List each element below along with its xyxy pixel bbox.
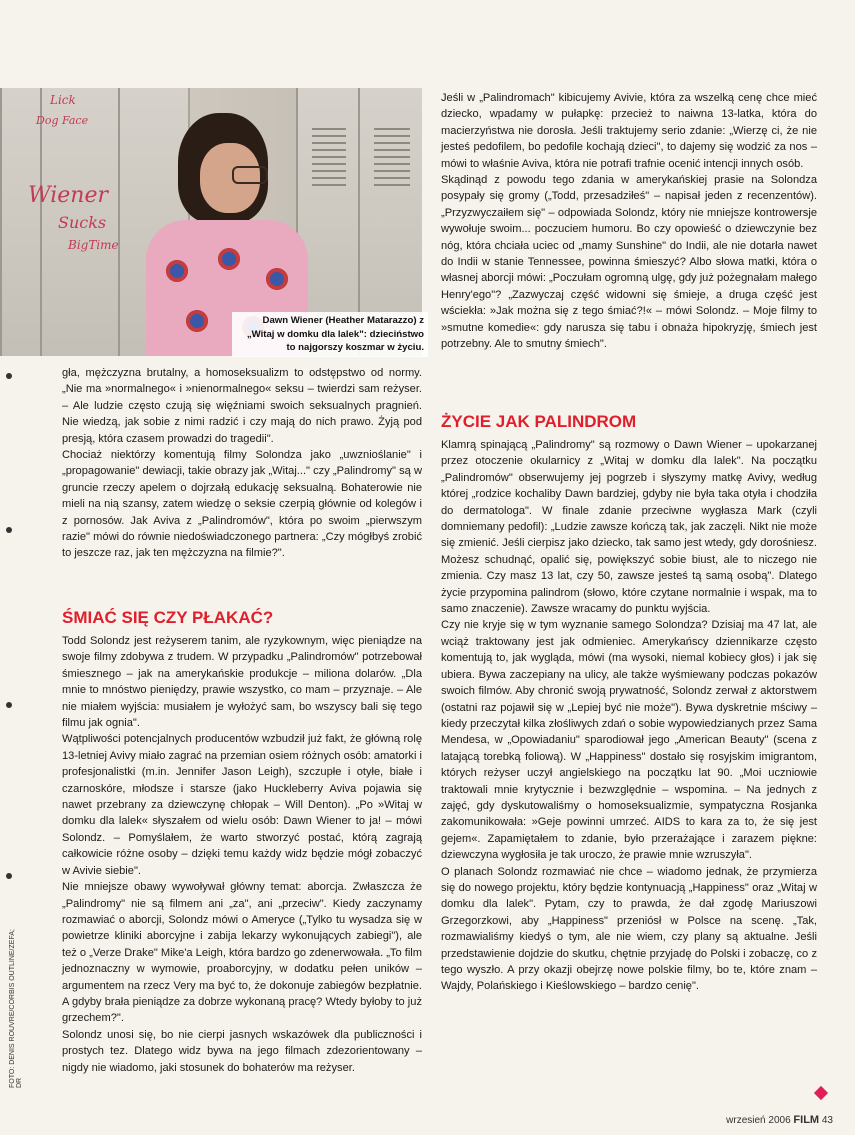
page-number: 43 bbox=[821, 1115, 833, 1126]
left-column-section bbox=[62, 608, 422, 1076]
right-column-section bbox=[441, 412, 817, 995]
magazine-name: FILM bbox=[793, 1114, 820, 1126]
paragraph: Solondz unosi się, bo nie cierpi jasnych wskazówek dla publiczności i prostych tez. Dlatego widz bywa na jego filmach zdezorientowany – nigdy nie wiadomo, jaki stosunek do bohaterów ma reżyser. bbox=[62, 1028, 422, 1074]
paragraph: O planach Solondz rozmawiać nie chce – wiadomo jednak, że przymierza się do nowego projektu, który będzie kontynuacją „Happiness" oraz „Witaj w domku dla lalek". Pytam, czy to prawda, że dał zgodę Mariuszowi Grzegorzkowi, aby „Happiness" przeniósł w Polsce na scenę. „Tak, rozmawialiśmy kiedyś o tym, ale nie wiem, czy plany są aktualne. Jeśli przedstawienie dojdzie do skutku, chętnie przyjadę do Polski i zobaczę, co z tego wyszło. A przy okazji obejrzę nowe polskie filmy, bo te, które znam – Wajdy, Polańskiego i Kieślowskiego – bardzo cenię". bbox=[441, 865, 817, 993]
photo-credit: FOTO: DENIS ROUVRE/CORBIS OUTLINE/ZEFA; DR bbox=[9, 929, 23, 1088]
photo-caption: Dawn Wiener (Heather Matarazzo) z „Witaj w domku dla lalek": dzieciństwo to najgorszy koszmar w życiu. bbox=[232, 312, 428, 357]
binder-hole bbox=[6, 873, 12, 879]
glasses bbox=[232, 166, 268, 184]
issue-date: wrzesień 2006 bbox=[726, 1115, 791, 1126]
binder-hole bbox=[6, 373, 12, 379]
graffiti: Lick bbox=[50, 93, 76, 107]
paragraph: Nie mniejsze obawy wywoływał główny temat: aborcja. Zwłaszcza że „Palindromy" nie są filmem ani „za", ani „przeciw". Kiedy zaczynamy rozmawiać o aborcji, Solondz mówi o Ameryce („Tylko tu wysadza się w powietrze kliniki aborcyjne i zabija lekarzy wykonujących zabiegi"), ale też o „Verze Drake" Mike'a Leigh, która bardzo go zdenerwowała. „To film jednoznaczny w wymowie, proaborcyjny, w dodatku pełen uników – argumentem na rzecz Very ma być to, że dokonuje zabiegów bezpłatnie. A gdyby brała pieniądze za dobrze wykonaną pracę? Wtedy byłoby to już grzechem?". bbox=[62, 881, 422, 1025]
paragraph: Skądinąd z powodu tego zdania w amerykańskiej prasie na Solondza posypały się gromy („Todd, przesadziłeś" – napisał jeden z recenzentów). „Przyzwyczaiłem się" – odpowiada Solondz, który nie mniejsze kontrowersje wywołuje swoim... poczuciem humoru. Bo czy opowieść o dziewczynie bez nóg, która chciała uciec od „mamy Sunshine" do Indii, ale nie dotarła nawet do Indii w stanie Tennessee, powinna śmieszyć? Albo słowa matki, która o własnej aborcji mówi: „Poczułam ogromną ulgę, gdy już pożegnałam małego Henry'ego"? „Zazwyczaj część widowni się śmieje, a druga część jest wściekła: »Jak można się z tego śmiać?!« – mówi Solondz. – Moje filmy to »smutne komedie«: gdy narusza się tabu i obnaża hipokryzję, śmiech jest potrzebny. Ale to smutny śmiech". bbox=[441, 174, 817, 351]
paragraph: gła, mężczyzna brutalny, a homoseksualizm to odstępstwo od normy. „Nie ma »normalnego« i »nienormalnego« seksu – twierdzi sam reżyser. – Ale ludzie często czują się więźniami swoich seksualnych pragnień. Nie wiedzą, jak sobie z nimi radzić i czy mają do nich prawo. Żyją pod presją, która czasem prowadzi do tragedii". bbox=[62, 367, 422, 445]
right-column bbox=[441, 90, 817, 353]
paragraph: Todd Solondz jest reżyserem tanim, ale ryzykownym, więc pieniądze na swoje filmy zdobywa z trudem. W przypadku „Palindromów" potrzebował śmiesznego – jak na amerykańskie produkcje – miliona dolarów. „Dla mnie to mnóstwo pieniędzy, prawie wszystko, co mam – przyznaje. – Ale nie miałem wyjścia: musiałem je wyłożyć sam, bo wszyscy bali się tego filmu jak ognia". bbox=[62, 635, 422, 730]
end-mark-diamond bbox=[814, 1086, 828, 1100]
paragraph: Czy nie kryje się w tym wyznanie samego Solondza? Dzisiaj ma 47 lat, ale wciąż traktowany jest jak odmieniec. Amerykańscy dziennikarze często komentują to, jak wygląda, mówi (ma wysoki, niemal kobiecy głos) i jak się ubiera. Bywa zaczepiany na ulicy, ale także wyśmiewany podczas pokazów swoich filmów. Aby chronić swoją prywatność, Solondz zerwał z aktorstwem (ostatni raz pojawił się w „Lepiej być nie może"). Bywa dyskretnie mściwy – kiedy przeczytał kilka złośliwych zdań o sobie wypowiedzianych przez Sama Mendesa, w „Opowiadaniu" sparodiował jego „American Beauty" (scena z latającą torebką foliową). W „Happiness" dostało się rosyjskim imigrantom, których reżyser uczył angielskiego na początku lat 90. „Moi uczniowie traktowali mnie krytycznie i bezwzględnie – wspomina. – Na jednych z zajęć, gdy dyskutowaliśmy o homoseksualizmie, sympatyczna Rosjanka zakomunikowała: »Geje powinni umrzeć. AIDS to kara za to, że się jest gejem«. Zapamiętałem to zdanie, było przerażające i zarazem piękne: dziewczyna wygłosiła je tak uroczo, że prawie mnie wzruszyła". bbox=[441, 619, 817, 862]
binder-hole bbox=[6, 527, 12, 533]
paragraph: Klamrą spinającą „Palindromy" są rozmowy o Dawn Wiener – upokarzanej przez otoczenie okularnicy z „Witaj w domku dla lalek". Na początku „Palindromów" obserwujemy jej pogrzeb i słyszymy matkę Avivy, według której „rodzice kochaliby Dawn bardziej, gdyby nie była taka otyła i chodziła do dermatologa". W finale zdanie przeciwne wygłasza Mark (czyli domniemany pedofil): „Ludzie zawsze kończą tak, jak zaczęli. Nikt nie może się zmienić. Jeśli cierpisz jako dziecko, tak samo jest wtedy, gdy dorośniesz. Możesz schudnąć, opalić się, powiększyć sobie biust, ale to niczego nie zmienia. Czy masz 13 lat, czy 50, zawsze jesteś tą samą osobą". Dlatego życie przypomina palindrom (słowo, które czytane normalnie i wspak, ma to samo znaczenie). Zawsze wracamy do punktu wyjścia. bbox=[441, 439, 817, 616]
graffiti: Wiener bbox=[28, 183, 108, 208]
binder-hole bbox=[6, 702, 12, 708]
section-heading: ŻYCIE JAK PALINDROM bbox=[441, 412, 637, 431]
page-footer bbox=[726, 1114, 833, 1126]
section-heading: ŚMIAĆ SIĘ CZY PŁAKAĆ? bbox=[62, 608, 274, 627]
graffiti: BigTime bbox=[68, 238, 119, 252]
locker bbox=[0, 88, 44, 356]
paragraph: Jeśli w „Palindromach" kibicujemy Avivie, która za wszelką cenę chce mieć dziecko, wpadamy w pułapkę: przecież to naiwna 13-latka, która do macierzyństwa nie dorosła. Jeśli traktujemy serio zdanie: „Wierzę ci, że nie jesteś pedofilem, bo pedofile kochają dzieci", to dajemy się wodzić za nos – mówi to właśnie Aviva, która nie potrafi trafnie ocenić intencji innych osób. bbox=[441, 92, 817, 170]
graffiti: Sucks bbox=[58, 213, 107, 232]
graffiti: Dog Face bbox=[36, 114, 89, 127]
paragraph: Wątpliwości potencjalnych producentów wzbudził już fakt, że główną rolę 13-letniej Avivy miało zagrać na przemian osiem różnych osób: amatorki i profesjonalistki (m.in. Jennifer Jason Leigh), szczupłe i otyłe, białe i czarnoskóre, młodsze i starsze (jako Huckleberry Aviva pojawia się nawet przebrany za dziewczynę chłopak – Will Denton). „Po »Witaj w domku dla lalek« słyszałem od wielu osób: Dawn Wiener to ja! – mówi Solondz. – Pomyślałem, że warto stworzyć postać, którą zagrają całkowicie różne osoby – dzięki temu każdy widz będzie mógł zobaczyć w Avivie siebie". bbox=[62, 733, 422, 877]
paragraph: Chociaż niektórzy komentują filmy Solondza jako „uwznioślanie" i „propagowanie" dewiacji, takie obrazy jak „Witaj..." czy „Palindromy" są w gruncie rzeczy apelem o dojrzałą edukację seksualną. Bohaterowie nie mieli na nią szansy, zatem wiedzę o seksie czerpią głównie od kolegów i z pornosów. Jak Aviva z „Palindromów", która po swoim „pierwszym razie" mówi do równie niedoświadczonego partnera: „Czy mógłbyś zrobić to jeszcze raz, jak ten mężczyzna na filmie?". bbox=[62, 449, 422, 560]
left-column bbox=[62, 365, 422, 562]
